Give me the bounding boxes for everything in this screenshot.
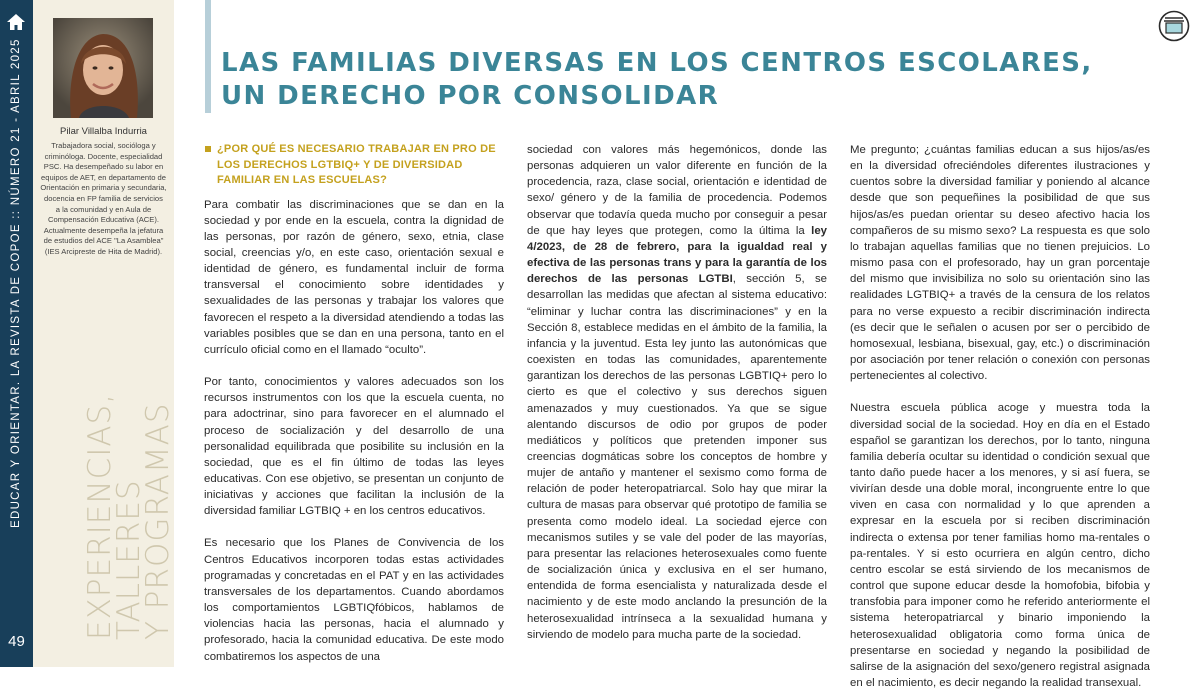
- left-strip: [0, 0, 33, 667]
- author-photo: [53, 18, 153, 118]
- paragraph: Me pregunto; ¿cuántas familias educan a sus hijos/as/es en la diversidad ofreciéndoles diferentes ilustraciones y cuentos sobre la diversidad familiar y poniendo al alcance desde que son pequeñines la posibilidad de que sus hijos/as/es puedan orientar su deseo afectivo hacia los compañeros de su mismo sexo? La respuesta es que solo lo trabajan aquellas familias que no tienen prejuicios. Lo mismo pasa con el profesorado, hay un gran porcentaje del mismo que invisibiliza no solo su orientación sino las realidades LGTBIQ+ a través de la censura de los relatos para no verse expuesto a recibir discriminación indirecta (es decir que le señalen o acusen por ser o percibido de homosexual, lesbiana, bisexual, gay, etc.) o discriminación por asociación por tener relación o conexión con personas pertenecientes al colectivo.: [850, 144, 1150, 383]
- author-bio: Trabajadora social, socióloga y criminóloga. Docente, especialidad PSC. Ha desempeñado su labor en equipos de AET, en departamento de Orientación en primaria y secundaria, docencia en FP familia de servicios a la comunidad y en Aula de Compensación Educativa (ACE). Actualmente desempeña la jefatura de estudios del ACE "La Asamblea" (IES Arcipreste de Hita de Madrid).: [40, 141, 167, 256]
- title-accent-bar: [205, 0, 211, 113]
- paragraph: Para combatir las discriminaciones que se dan en la sociedad y por ende en la escuela, contra la dignidad de las personas, por razón de género, sexo, etnia, clase social, creencias y/o, en este caso, orientación sexual e identidad de género, es fundamental incluir de forma transversal el conocimiento sobre identidades y sexualidades de las personas y trabajar los valores que favorecen el respeto a la diversidad atendiendo a todas las variables posibles que se dan en una persona, tanto en el currículo oficial como en el llamado “oculto”.: [204, 198, 504, 356]
- paragraph: sociedad con valores más hegemónicos, donde las personas adquieren un valor diferente en función de la procedencia, raza, clase social, orientación e identidad de sexo/ género y de la familia de procedencia. Podemos observar que todavía queda mucho por conseguir a pesar de que hay leyes que protegen, como la última la ley 4/2023, de 28 de febrero, para la igualdad real y efectiva de las personas trans y para la garantía de los derechos de las personas LGTBI, sección 5, se desarrollan las medidas que afectan al sistema educativo: “eliminar y luchar contra las discriminaciones” y en la Sección 8, establece medidas en el ámbito de la familia, la infancia y la juventud. Esta ley junto las autonómicas que coexisten en todas las comunidades, aparentemente garantizan los derechos de las personas LGBTIQ+ pero lo cierto es que el colectivo y sus derechos siguen amenazados y muy cuestionados. Ya que se sigue alentando discursos de odio por grupos de poder mediáticos y políticos que pretenden imponer sus creencias dogmáticas sobre los conceptos de hombre y mujer de antaño y mantener el sexismo como forma de relación de poder heteropatriarcal. Solo hay que mirar la cultura de masas para observar qué prototipo de familia se presenta como modelo ideal. La sociedad ejerce con mecanismos sutiles y se vale del poder de las mayorías, para presentar las relaciones heterosexuales como fuente de socialización única y exclusiva en el ser humano, entendida de forma esencialista y naturalizada desde el nacimiento y de este modo anclando la presunción de la heterosexualidad intrínseca a la sexualidad humana y sirviendo de modelo para mucha parte de la sociedad.: [527, 144, 827, 641]
- author-avatar: [53, 18, 153, 118]
- article-title: LAS FAMILIAS DIVERSAS EN LOS CENTROS ESCOLARES, UN DERECHO POR CONSOLIDAR: [221, 48, 1093, 111]
- paragraph: Por tanto, conocimientos y valores adecuados son los recursos instrumentos con los que la escuela cuenta, no para adoctrinar, sino para favorecer en el alumnado el proceso de socialización y del desarrollo de una personalidad equilibrada que posibilite su inclusión en la sociedad, que es el fin último de todas las leyes educativas. Con ese objetivo, se presentan un conjunto de iniciativas y acciones que facilitan la inclusión de la diversidad familiar LGTBIQ + en los centros educativos.: [204, 376, 504, 518]
- section-subheading: ¿POR QUÉ ES NECESARIO TRABAJAR EN PRO DE LOS DERECHOS LGTBIQ+ Y DE DIVERSIDAD FAMILIAR EN LAS ESCUELAS?: [204, 142, 504, 189]
- article-column-2: [527, 142, 827, 643]
- bullet-square-icon: [205, 146, 211, 152]
- paragraph: Nuestra escuela pública acoge y muestra toda la diversidad social de la sociedad. Hoy en día en el Estado español se garantizan los derechos, por lo tanto, ninguna familia debería ocultar su identidad o condición sexual que tanto daño puede hacer a los menores, y si así fuera, se vivirían desde una doble moral, incongruente entre lo que viven en casa con normalidad y lo que aprenden a expresar en la escuela por si reciben discriminación indirecta o extensa por tener familias homo ma-rentales o pa-rentales. Y si esto ocurriera en algún centro, dicho centro escolar se está sirviendo de los mecanismos de control que supone educar desde la homofobia, bifobia y transfobia para imponer como he referido anteriormente el sistema heteropatriarcal y binario imponiendo la heterosexualidad obligatoria como forma única de presentarse en sociedad y negando la posibilidad de salirse de la asignación del sexo/genero registral asignada en el nacimiento, es decir negando la realidad transexual.: [850, 402, 1150, 689]
- page-number: 49: [8, 633, 25, 650]
- journal-header-vertical: EDUCAR Y ORIENTAR. LA REVISTA DE COPOE :: NÚMERO 21 - ABRIL 2025: [10, 38, 22, 528]
- home-icon[interactable]: [6, 12, 26, 32]
- paragraph: Es necesario que los Planes de Convivencia de los Centros Educativos incorporen todas estas actividades programadas y concretadas en el PAT y en las actividades transversales de los departamentos. Cuando abordamos los comportamientos LGBTIQfóbicos, hablamos de violencias hacia las personas, hacia el alumnado y profesorado, hacia la comunidad educativa. De este modo combatiremos los aspectos de una: [204, 537, 504, 663]
- law-reference: ley 4/2023, de 28 de febrero, para la igualdad real y efectiva de las personas trans y para la garantía de los derechos de las personas LGTBI: [527, 224, 827, 286]
- author-name: Pilar Villalba Indurria: [60, 126, 147, 137]
- article-column-3: [850, 142, 1150, 691]
- screen-icon[interactable]: [1158, 10, 1190, 42]
- article-column-1: [204, 142, 504, 665]
- section-title-vertical: EXPERIENCIAS, TALLERES Y PROGRAMAS: [82, 392, 176, 640]
- author-sidebar: [33, 0, 174, 667]
